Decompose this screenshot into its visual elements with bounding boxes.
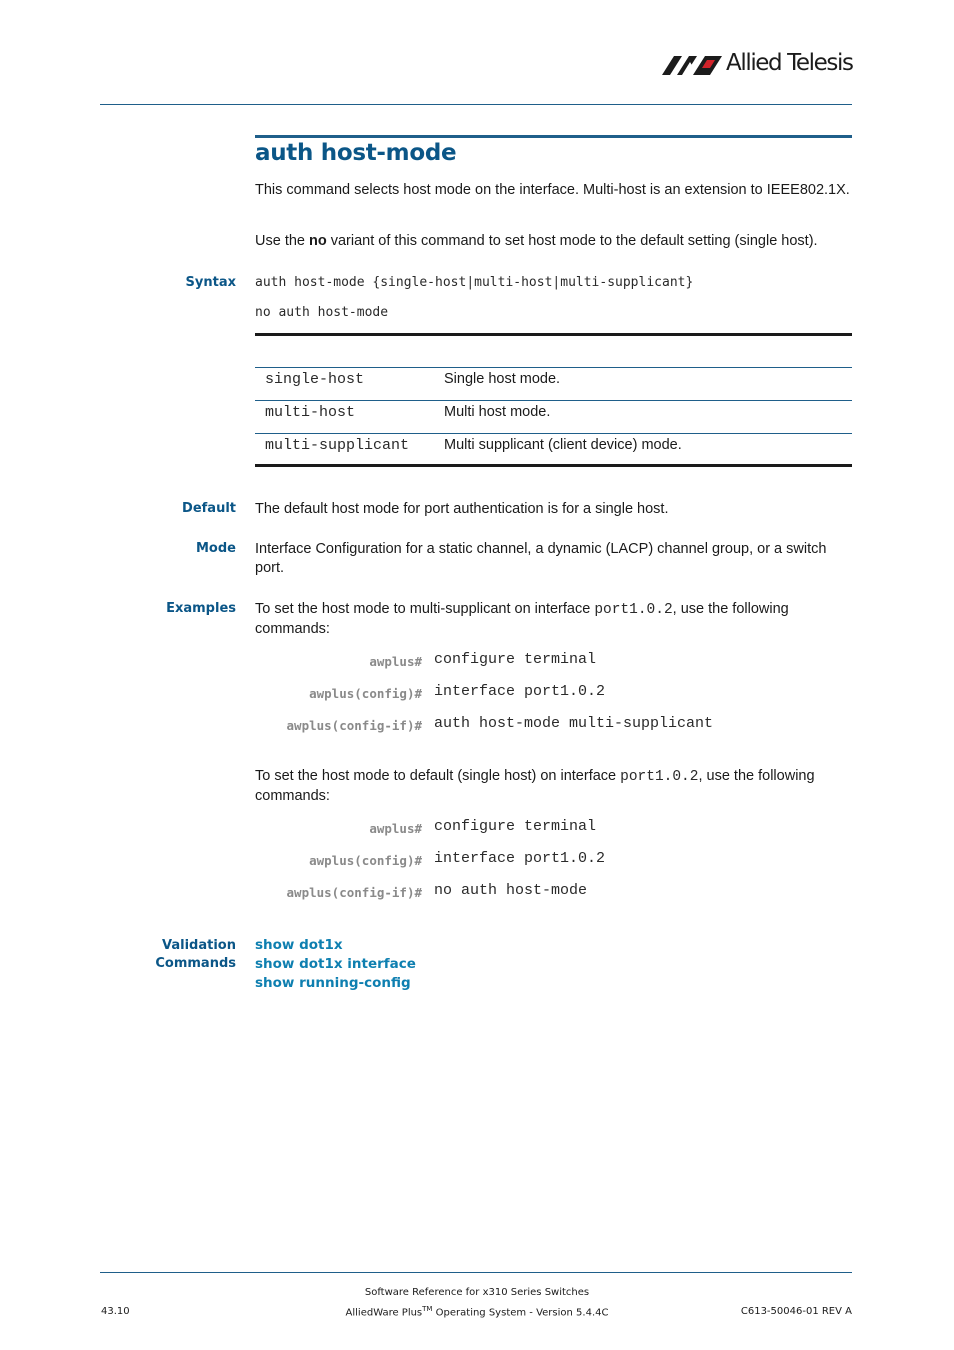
- examples-label: Examples: [166, 601, 236, 616]
- table-row-rule: [255, 433, 852, 434]
- cli-command: interface port1.0.2: [434, 683, 606, 700]
- cli-prompt: awplus#: [369, 654, 422, 669]
- param-name: single-host: [265, 371, 365, 388]
- footer-os-prefix: AlliedWare Plus: [345, 1307, 423, 1319]
- page-title: auth host-mode: [255, 140, 457, 166]
- example1-intro: [255, 600, 852, 639]
- example2-interface-code: port1.0.2: [620, 769, 699, 785]
- syntax-line: auth host-mode {single-host|multi-host|multi-supplicant}: [255, 275, 694, 290]
- page-number: 43.10: [101, 1306, 130, 1317]
- example2-intro-suffix: , use the following commands:: [255, 768, 815, 804]
- example1-intro-prefix: To set the host mode to multi-supplicant on interface: [255, 601, 595, 617]
- link-show-running-config[interactable]: show running-config: [255, 975, 411, 991]
- cli-command: configure terminal: [434, 818, 597, 835]
- commands-label: Commands: [155, 956, 236, 971]
- footer-os-version: [300, 1305, 654, 1318]
- param-description: Single host mode.: [444, 371, 561, 387]
- cli-prompt: awplus(config-if)#: [286, 718, 422, 733]
- mode-label: Mode: [196, 541, 236, 556]
- trademark-sup: TM: [422, 1305, 433, 1313]
- no-variant-prefix: Use the: [255, 233, 309, 249]
- title-rule: [255, 135, 852, 138]
- footer-doc-title: Software Reference for x310 Series Switches: [364, 1287, 590, 1298]
- link-show-dot1x-interface[interactable]: show dot1x interface: [255, 956, 416, 972]
- example1-intro-suffix: , use the following commands:: [255, 601, 789, 637]
- table-row-rule: [255, 400, 852, 401]
- example2-intro-prefix: To set the host mode to default (single host) on interface: [255, 768, 621, 784]
- link-show-dot1x[interactable]: show dot1x: [255, 937, 343, 953]
- no-keyword: no: [309, 233, 327, 249]
- header-rule: [100, 104, 852, 105]
- cli-prompt: awplus(config-if)#: [286, 885, 422, 900]
- cli-prompt: awplus(config)#: [309, 686, 422, 701]
- cli-prompt: awplus#: [369, 821, 422, 836]
- validation-label: Validation: [162, 938, 236, 953]
- table-top-rule: [255, 333, 852, 336]
- syntax-label: Syntax: [185, 275, 236, 290]
- no-variant-paragraph: [255, 232, 852, 251]
- param-name: multi-supplicant: [265, 437, 410, 454]
- param-name: multi-host: [265, 404, 356, 421]
- mode-text: Interface Configuration for a static channel, a dynamic (LACP) channel group, or a switch port.: [255, 541, 827, 576]
- table-bottom-rule: [255, 464, 852, 467]
- intro-paragraph: This command selects host mode on the interface. Multi-host is an extension to IEEE802.1X.: [255, 182, 850, 198]
- footer-rule: [100, 1272, 852, 1273]
- cli-command: interface port1.0.2: [434, 850, 606, 867]
- cli-command: configure terminal: [434, 651, 597, 668]
- document-id: C613-50046-01 REV A: [740, 1306, 852, 1317]
- cli-command: auth host-mode multi-supplicant: [434, 715, 714, 732]
- cli-command: no auth host-mode: [434, 882, 588, 899]
- allied-telesis-logo: [660, 50, 855, 80]
- example2-intro: [255, 767, 852, 806]
- param-description: Multi host mode.: [444, 404, 551, 420]
- allied-telesis-logo-icon: [660, 54, 724, 76]
- footer-os-suffix: Operating System - Version 5.4.4C: [432, 1307, 609, 1319]
- default-text: The default host mode for port authentication is for a single host.: [255, 501, 669, 517]
- logo-wordmark: Allied Telesis: [726, 50, 853, 76]
- example1-interface-code: port1.0.2: [594, 602, 673, 618]
- default-label: Default: [182, 501, 236, 516]
- no-variant-suffix: variant of this command to set host mode to the default setting (single host).: [326, 233, 818, 249]
- syntax-no-line: no auth host-mode: [255, 305, 389, 320]
- param-description: Multi supplicant (client device) mode.: [444, 437, 682, 453]
- cli-prompt: awplus(config)#: [309, 853, 422, 868]
- table-header-rule: [255, 367, 852, 368]
